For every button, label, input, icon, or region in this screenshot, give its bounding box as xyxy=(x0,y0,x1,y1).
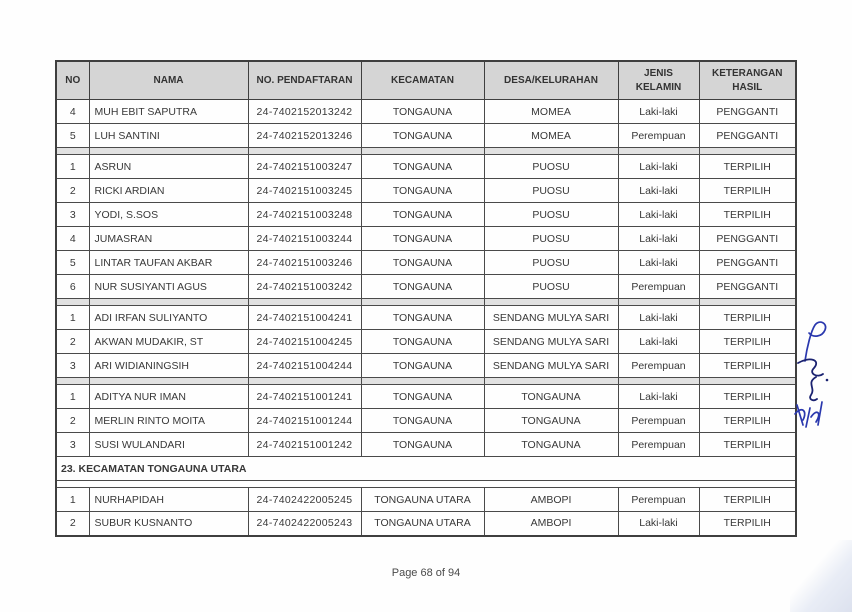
group-separator-cell xyxy=(361,148,484,155)
cell-keterangan-hasil: TERPILIH xyxy=(699,179,796,203)
cell-jenis-kelamin: Laki-laki xyxy=(618,512,699,536)
cell-keterangan-hasil: TERPILIH xyxy=(699,385,796,409)
group-separator-cell xyxy=(484,299,618,306)
cell-no-pendaftaran: 24-7402151004244 xyxy=(248,354,361,378)
cell-jenis-kelamin: Laki-laki xyxy=(618,100,699,124)
table-row xyxy=(56,330,796,354)
cell-no-pendaftaran: 24-7402151001244 xyxy=(248,409,361,433)
cell-keterangan-hasil: PENGGANTI xyxy=(699,124,796,148)
cell-keterangan-hasil: PENGGANTI xyxy=(699,100,796,124)
cell-kecamatan: TONGAUNA xyxy=(361,275,484,299)
col-header-no-pendaftaran: NO. PENDAFTARAN xyxy=(248,61,361,100)
cell-nama: MUH EBIT SAPUTRA xyxy=(89,100,248,124)
row-spacer xyxy=(56,481,796,488)
cell-nama: ADI IRFAN SULIYANTO xyxy=(89,306,248,330)
cell-keterangan-hasil: TERPILIH xyxy=(699,203,796,227)
section-header-label: 23. KECAMATAN TONGAUNA UTARA xyxy=(56,457,796,481)
cell-keterangan-hasil: TERPILIH xyxy=(699,488,796,512)
cell-kecamatan: TONGAUNA xyxy=(361,251,484,275)
group-separator-cell xyxy=(56,299,89,306)
cell-no-pendaftaran: 24-7402151003242 xyxy=(248,275,361,299)
cell-jenis-kelamin: Laki-laki xyxy=(618,155,699,179)
cell-jenis-kelamin: Laki-laki xyxy=(618,203,699,227)
group-separator-cell xyxy=(699,148,796,155)
group-separator xyxy=(56,378,796,385)
group-separator-cell xyxy=(618,378,699,385)
cell-desa-kelurahan: SENDANG MULYA SARI xyxy=(484,354,618,378)
group-separator-cell xyxy=(56,148,89,155)
cell-desa-kelurahan: PUOSU xyxy=(484,203,618,227)
table-row xyxy=(56,306,796,330)
cell-no: 4 xyxy=(56,100,89,124)
cell-no-pendaftaran: 24-7402151003244 xyxy=(248,227,361,251)
cell-no-pendaftaran: 24-7402151003247 xyxy=(248,155,361,179)
cell-kecamatan: TONGAUNA xyxy=(361,227,484,251)
cell-nama: NURHAPIDAH xyxy=(89,488,248,512)
table-row xyxy=(56,179,796,203)
group-separator-cell xyxy=(484,148,618,155)
cell-desa-kelurahan: PUOSU xyxy=(484,227,618,251)
cell-kecamatan: TONGAUNA UTARA xyxy=(361,488,484,512)
group-separator-cell xyxy=(618,148,699,155)
cell-no-pendaftaran: 24-7402151004241 xyxy=(248,306,361,330)
cell-keterangan-hasil: TERPILIH xyxy=(699,433,796,457)
col-header-kecamatan: KECAMATAN xyxy=(361,61,484,100)
cell-no: 3 xyxy=(56,354,89,378)
cell-nama: RICKI ARDIAN xyxy=(89,179,248,203)
cell-jenis-kelamin: Laki-laki xyxy=(618,251,699,275)
cell-desa-kelurahan: SENDANG MULYA SARI xyxy=(484,330,618,354)
page-number-label: Page 68 of 94 xyxy=(391,567,461,579)
cell-no-pendaftaran: 24-7402151001241 xyxy=(248,385,361,409)
group-separator xyxy=(56,148,796,155)
group-separator-cell xyxy=(56,378,89,385)
cell-jenis-kelamin: Laki-laki xyxy=(618,385,699,409)
col-header-desa-kelurahan: DESA/KELURAHAN xyxy=(484,61,618,100)
cell-desa-kelurahan: AMBOPI xyxy=(484,512,618,536)
group-separator-cell xyxy=(484,378,618,385)
cell-no-pendaftaran: 24-7402151004245 xyxy=(248,330,361,354)
cell-no: 2 xyxy=(56,330,89,354)
cell-nama: ASRUN xyxy=(89,155,248,179)
cell-keterangan-hasil: TERPILIH xyxy=(699,512,796,536)
cell-nama: JUMASRAN xyxy=(89,227,248,251)
cell-no: 2 xyxy=(56,512,89,536)
cell-no-pendaftaran: 24-7402422005243 xyxy=(248,512,361,536)
group-separator-cell xyxy=(248,299,361,306)
table-row xyxy=(56,433,796,457)
cell-desa-kelurahan: TONGAUNA xyxy=(484,409,618,433)
table-row xyxy=(56,100,796,124)
cell-kecamatan: TONGAUNA xyxy=(361,330,484,354)
group-separator-cell xyxy=(89,299,248,306)
cell-jenis-kelamin: Perempuan xyxy=(618,409,699,433)
cell-kecamatan: TONGAUNA xyxy=(361,385,484,409)
table-row xyxy=(56,203,796,227)
handwritten-signature-icon xyxy=(790,316,838,432)
cell-jenis-kelamin: Perempuan xyxy=(618,124,699,148)
cell-no: 3 xyxy=(56,203,89,227)
cell-no-pendaftaran: 24-7402422005245 xyxy=(248,488,361,512)
cell-no-pendaftaran: 24-7402151001242 xyxy=(248,433,361,457)
results-table xyxy=(55,60,797,537)
col-header-no: NO xyxy=(56,61,89,100)
group-separator-cell xyxy=(618,299,699,306)
cell-desa-kelurahan: PUOSU xyxy=(484,275,618,299)
cell-jenis-kelamin: Laki-laki xyxy=(618,179,699,203)
cell-nama: MERLIN RINTO MOITA xyxy=(89,409,248,433)
cell-nama: LINTAR TAUFAN AKBAR xyxy=(89,251,248,275)
cell-keterangan-hasil: PENGGANTI xyxy=(699,251,796,275)
table-row xyxy=(56,488,796,512)
group-separator-cell xyxy=(699,299,796,306)
cell-desa-kelurahan: PUOSU xyxy=(484,251,618,275)
cell-no-pendaftaran: 24-7402151003245 xyxy=(248,179,361,203)
cell-kecamatan: TONGAUNA xyxy=(361,354,484,378)
table-row xyxy=(56,409,796,433)
cell-jenis-kelamin: Laki-laki xyxy=(618,330,699,354)
cell-keterangan-hasil: PENGGANTI xyxy=(699,227,796,251)
cell-kecamatan: TONGAUNA xyxy=(361,100,484,124)
table-row xyxy=(56,155,796,179)
group-separator-cell xyxy=(361,378,484,385)
cell-keterangan-hasil: TERPILIH xyxy=(699,409,796,433)
cell-desa-kelurahan: PUOSU xyxy=(484,155,618,179)
cell-nama: YODI, S.SOS xyxy=(89,203,248,227)
cell-kecamatan: TONGAUNA xyxy=(361,409,484,433)
col-header-nama: NAMA xyxy=(89,61,248,100)
cell-kecamatan: TONGAUNA xyxy=(361,124,484,148)
table-row xyxy=(56,227,796,251)
table-row xyxy=(56,512,796,536)
cell-jenis-kelamin: Perempuan xyxy=(618,275,699,299)
cell-no: 1 xyxy=(56,306,89,330)
table-header-row xyxy=(56,61,796,100)
cell-no: 1 xyxy=(56,155,89,179)
group-separator-cell xyxy=(699,378,796,385)
cell-nama: ADITYA NUR IMAN xyxy=(89,385,248,409)
cell-desa-kelurahan: TONGAUNA xyxy=(484,433,618,457)
section-header-row xyxy=(56,457,796,481)
cell-jenis-kelamin: Perempuan xyxy=(618,433,699,457)
cell-keterangan-hasil: TERPILIH xyxy=(699,354,796,378)
cell-desa-kelurahan: MOMEA xyxy=(484,124,618,148)
cell-no: 5 xyxy=(56,124,89,148)
table-row xyxy=(56,251,796,275)
table-row xyxy=(56,354,796,378)
row-spacer-cell xyxy=(56,481,796,488)
cell-nama: AKWAN MUDAKIR, ST xyxy=(89,330,248,354)
cell-jenis-kelamin: Laki-laki xyxy=(618,227,699,251)
cell-no: 1 xyxy=(56,385,89,409)
cell-kecamatan: TONGAUNA UTARA xyxy=(361,512,484,536)
group-separator-cell xyxy=(248,378,361,385)
cell-desa-kelurahan: MOMEA xyxy=(484,100,618,124)
group-separator-cell xyxy=(89,148,248,155)
group-separator-cell xyxy=(361,299,484,306)
cell-jenis-kelamin: Perempuan xyxy=(618,354,699,378)
cell-nama: SUBUR KUSNANTO xyxy=(89,512,248,536)
cell-kecamatan: TONGAUNA xyxy=(361,306,484,330)
table-row xyxy=(56,385,796,409)
cell-jenis-kelamin: Perempuan xyxy=(618,488,699,512)
page-curl-shadow xyxy=(790,540,852,612)
cell-nama: NUR SUSIYANTI AGUS xyxy=(89,275,248,299)
cell-keterangan-hasil: TERPILIH xyxy=(699,155,796,179)
group-separator-cell xyxy=(248,148,361,155)
cell-keterangan-hasil: TERPILIH xyxy=(699,330,796,354)
cell-kecamatan: TONGAUNA xyxy=(361,203,484,227)
table-row xyxy=(56,124,796,148)
cell-no-pendaftaran: 24-7402152013242 xyxy=(248,100,361,124)
cell-jenis-kelamin: Laki-laki xyxy=(618,306,699,330)
col-header-keterangan-hasil: KETERANGAN HASIL xyxy=(699,61,796,100)
cell-no: 2 xyxy=(56,409,89,433)
cell-no-pendaftaran: 24-7402151003246 xyxy=(248,251,361,275)
cell-kecamatan: TONGAUNA xyxy=(361,155,484,179)
cell-keterangan-hasil: TERPILIH xyxy=(699,306,796,330)
cell-no-pendaftaran: 24-7402152013246 xyxy=(248,124,361,148)
cell-no: 1 xyxy=(56,488,89,512)
cell-keterangan-hasil: PENGGANTI xyxy=(699,275,796,299)
cell-desa-kelurahan: PUOSU xyxy=(484,179,618,203)
cell-desa-kelurahan: TONGAUNA xyxy=(484,385,618,409)
cell-desa-kelurahan: SENDANG MULYA SARI xyxy=(484,306,618,330)
group-separator xyxy=(56,299,796,306)
cell-no-pendaftaran: 24-7402151003248 xyxy=(248,203,361,227)
cell-no: 4 xyxy=(56,227,89,251)
cell-no: 3 xyxy=(56,433,89,457)
cell-no: 2 xyxy=(56,179,89,203)
cell-nama: ARI WIDIANINGSIH xyxy=(89,354,248,378)
cell-nama: SUSI WULANDARI xyxy=(89,433,248,457)
cell-desa-kelurahan: AMBOPI xyxy=(484,488,618,512)
col-header-jenis-kelamin: JENIS KELAMIN xyxy=(618,61,699,100)
group-separator-cell xyxy=(89,378,248,385)
results-table-body xyxy=(56,100,796,536)
cell-nama: LUH SANTINI xyxy=(89,124,248,148)
table-row xyxy=(56,275,796,299)
cell-kecamatan: TONGAUNA xyxy=(361,433,484,457)
cell-kecamatan: TONGAUNA xyxy=(361,179,484,203)
cell-no: 5 xyxy=(56,251,89,275)
cell-no: 6 xyxy=(56,275,89,299)
